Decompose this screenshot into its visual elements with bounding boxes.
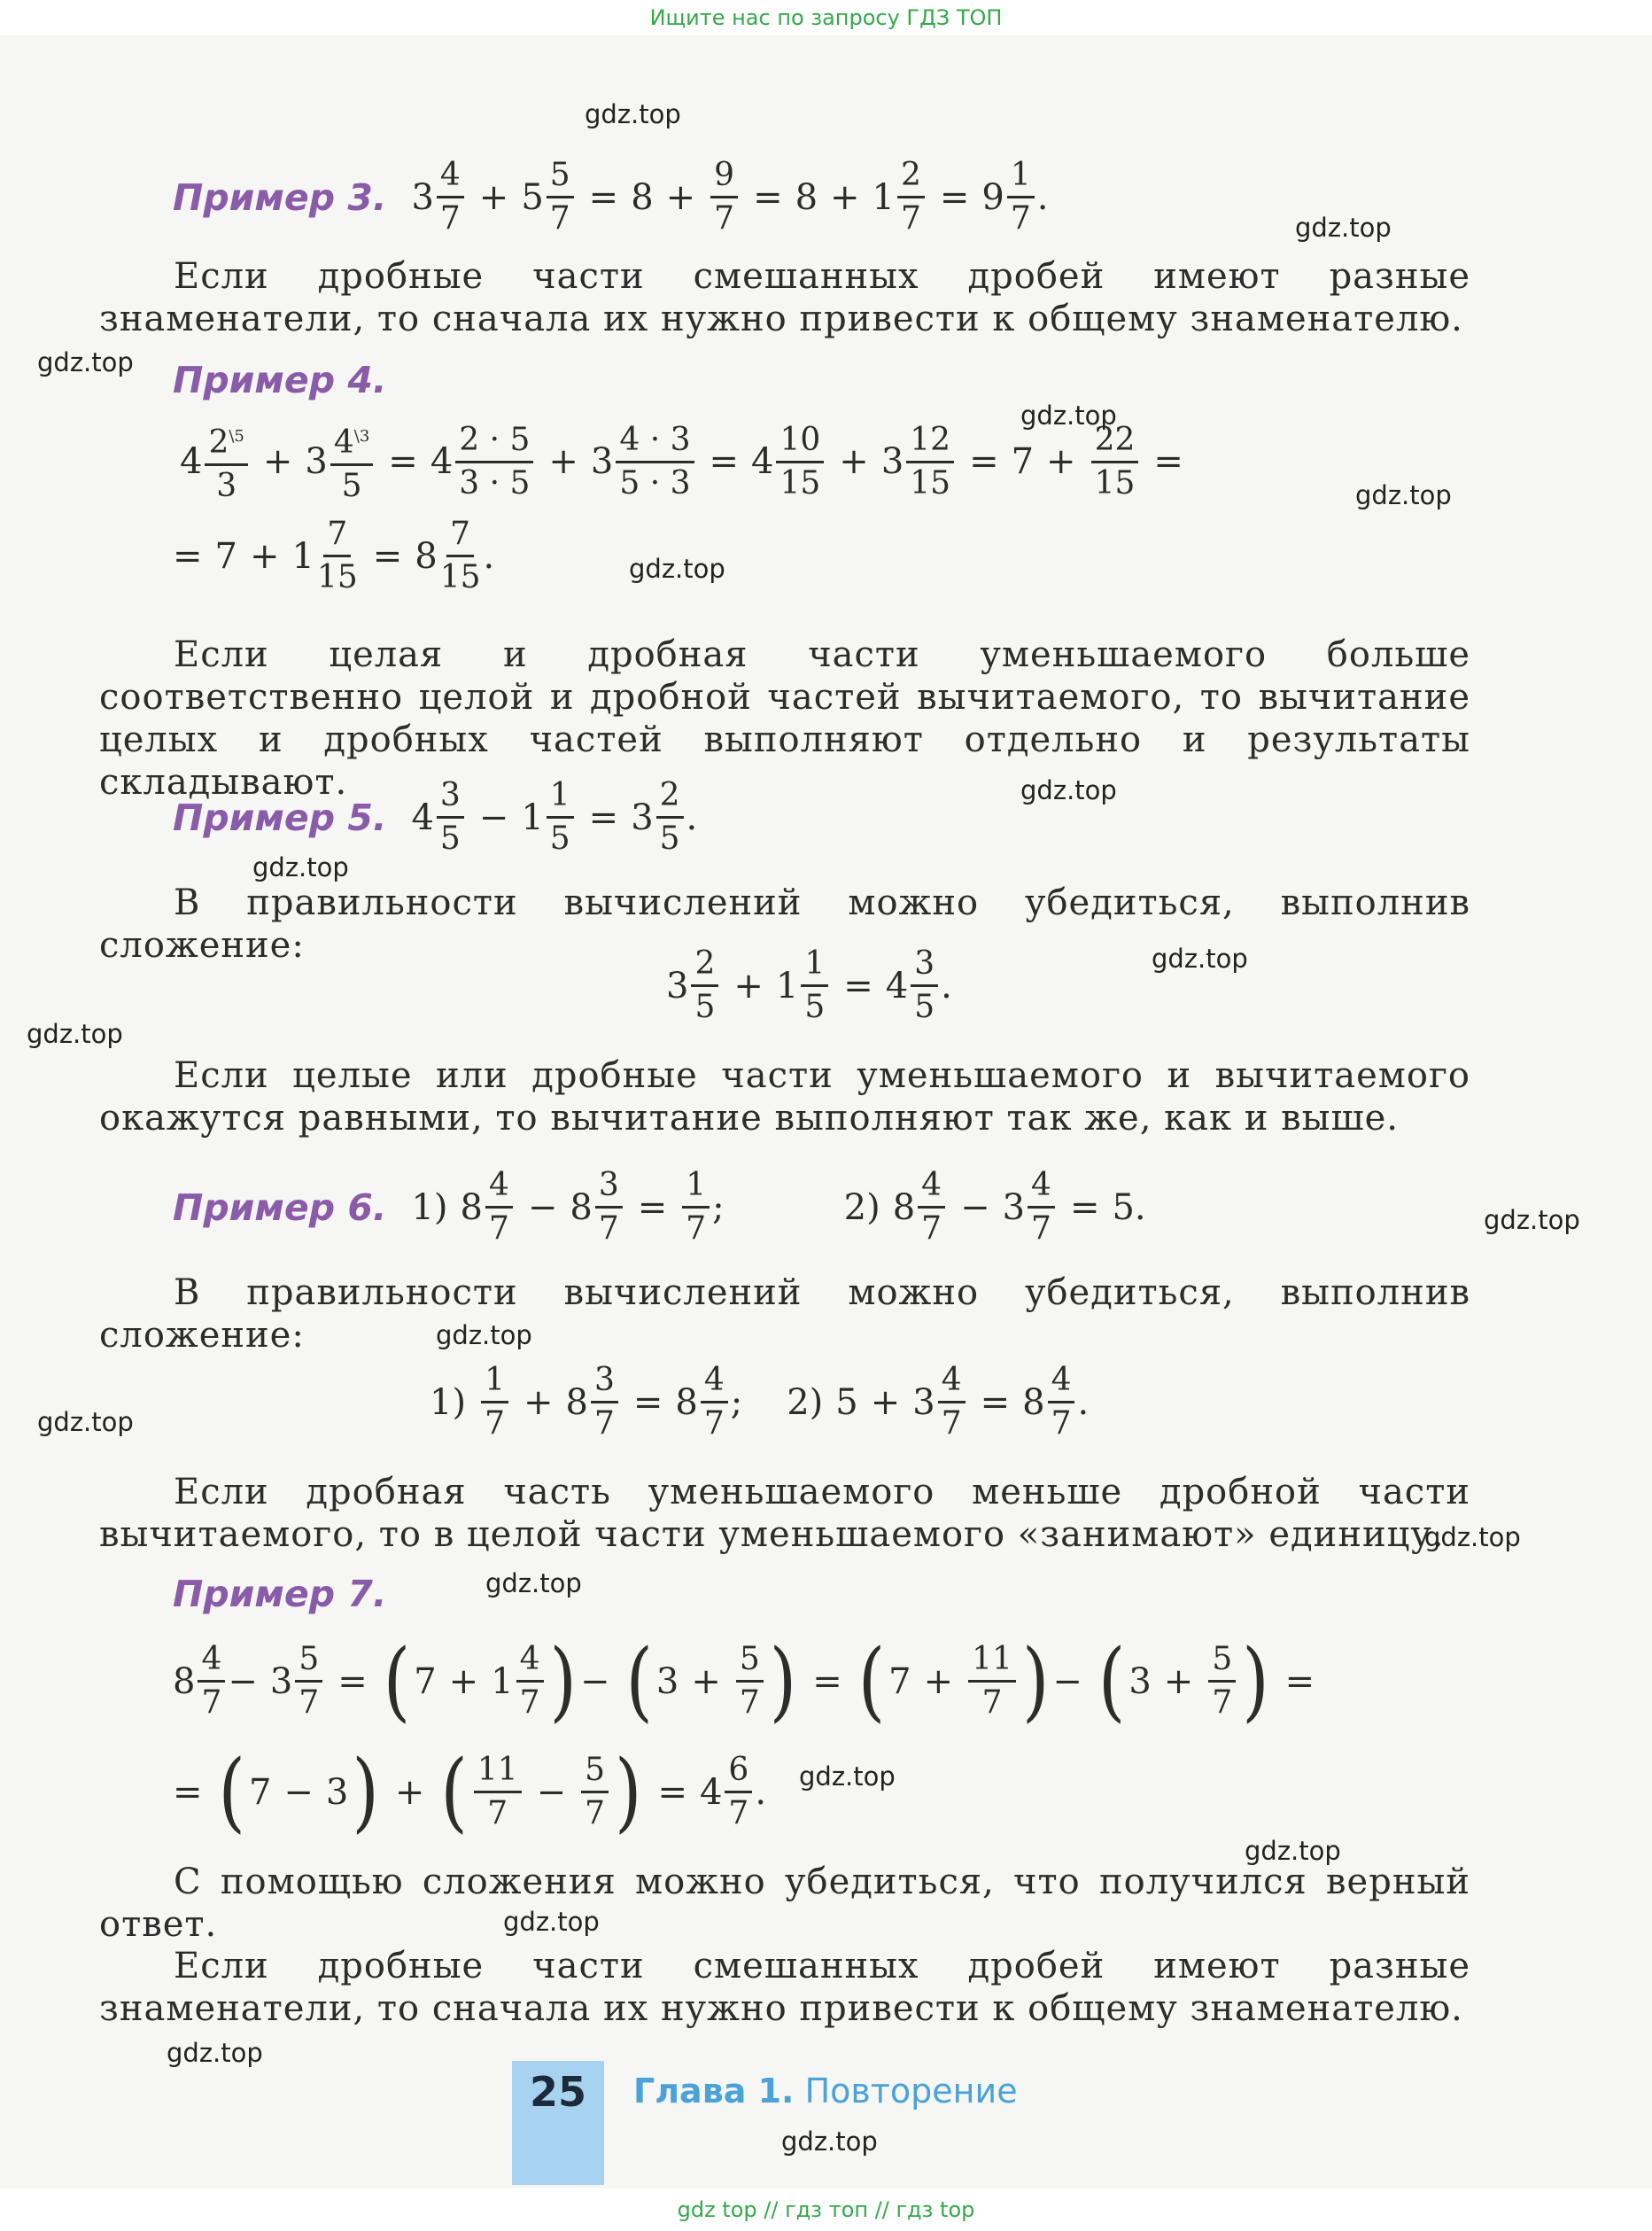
watermark: gdz.top <box>436 1320 532 1350</box>
watermark: gdz.top <box>1152 944 1248 974</box>
chapter-title <box>633 2072 1018 2111</box>
item-marker: 2) <box>843 1186 880 1228</box>
bottom-links[interactable]: gdz top // гдз топ // гдз top <box>0 2188 1652 2231</box>
check-sum-5: 3 $\frac{2}{5}$ + 1 $\frac{1}{5}$ = 4 $\frac{3}{5}$ . <box>666 945 952 1025</box>
paragraph: Если целые или дробные части уменьшаемого и вычитаемого окажутся равными, то вычитание выполняют так же, как и выше. <box>99 1055 1470 1139</box>
watermark: gdz.top <box>1020 775 1117 805</box>
top-search-hint[interactable]: Ищите нас по запросу ГДЗ ТОП <box>0 0 1652 35</box>
example-4-line-2: = 7 + 1 $\frac{7}{15}$ = 8 $\frac{7}{15}$ . <box>173 516 495 595</box>
watermark: gdz.top <box>585 99 681 129</box>
paragraph: Если целая и дробная части уменьшаемого больше соответственно целой и дробной частей вычитаемого, то вычитание целых и дробных частей выполняют отдельно и результаты складывают. <box>99 634 1470 803</box>
watermark: gdz.top <box>37 347 134 377</box>
watermark: gdz.top <box>1355 480 1452 510</box>
end-dot: . <box>1036 176 1049 218</box>
example-6: Пример 6. 1) 8 $\frac{4}{7}$ − 8 $\frac{3}{7}$ = $\frac{1}{7}$ ; 2) 8 $\frac{4}{7}$ − 3 $\frac{4}{7}$ = 5. <box>173 1167 1146 1247</box>
watermark: gdz.top <box>1020 400 1117 431</box>
watermark: gdz.top <box>167 2038 263 2068</box>
watermark: gdz.top <box>27 1019 123 1049</box>
example-label: Пример 3. <box>173 175 387 219</box>
page-number: 25 <box>529 2068 586 2116</box>
example-7-label <box>173 1573 411 1615</box>
example-label: Пример 6. <box>173 1185 387 1229</box>
watermark: gdz.top <box>1245 1836 1341 1866</box>
watermark: gdz.top <box>252 852 349 882</box>
watermark: gdz.top <box>485 1568 582 1598</box>
example-7-line-1: 8 $\frac{4}{7}$ − 3 $\frac{5}{7}$ = ( 7 + 1 $\frac{4}{7}$ ) − ( 3 + $\frac{5}{7}$ ) = ( 7 + $\frac{11}{7}$ ) − ( 3 + $\frac{5}{7}$ ) = <box>173 1631 1315 1731</box>
paragraph: В правильности вычислений можно убедиться, выполнив сложение: <box>99 1272 1470 1356</box>
watermark: gdz.top <box>1295 213 1392 243</box>
example-5: Пример 5. 4 $\frac{3}{5}$ − 1 $\frac{1}{5}$ = 3 $\frac{2}{5}$ . <box>173 777 698 857</box>
paragraph: В правильности вычислений можно убедиться, выполнив сложение: <box>99 882 1470 966</box>
paragraph: Если дробные части смешанных дробей имеют разные знаменатели, то сначала их нужно привести к общему знаменателю. <box>99 1946 1470 2029</box>
watermark: gdz.top <box>503 1907 600 1937</box>
watermark: gdz.top <box>799 1761 896 1792</box>
watermark: gdz.top <box>629 554 725 584</box>
check-sum-6: 1) $\frac{1}{7}$ + 8 $\frac{3}{7}$ = 8 $\frac{4}{7}$ ; 2) 5 + 3 $\frac{4}{7}$ = 8 $\frac{4}{7}$ . <box>430 1362 1090 1442</box>
chapter-name: Повторение <box>804 2072 1018 2111</box>
paragraph: Если дробные части смешанных дробей имеют разные знаменатели, то сначала их нужно привести к общему знаменателю. <box>99 256 1470 339</box>
example-label: Пример 5. <box>173 796 387 839</box>
watermark: gdz.top <box>781 2126 878 2157</box>
example-4-label <box>173 359 411 401</box>
item-marker: 1) <box>430 1381 467 1423</box>
paragraph: С помощью сложения можно убедиться, что получился верный ответ. <box>99 1862 1470 1945</box>
watermark: gdz.top <box>1424 1522 1521 1552</box>
watermark: gdz.top <box>1484 1205 1580 1235</box>
chapter-label: Глава 1. <box>633 2072 795 2111</box>
example-label: Пример 7. <box>173 1573 387 1615</box>
item-marker: 2) <box>787 1381 824 1423</box>
watermark: gdz.top <box>37 1407 134 1437</box>
example-7-line-2: = ( 7 − 3 ) + ( $\frac{11}{7}$ − $\frac{5}{7}$ ) = 4 $\frac{6}{7}$ . <box>173 1742 767 1842</box>
example-3: Пример 3. 3 $\frac{4}{7}$ + 5 $\frac{5}{7}$ = 8 + $\frac{9}{7}$ = 8 + 1 $\frac{2}{7}$ = 9 $\frac{1}{7}$ . <box>173 157 1049 237</box>
example-label: Пример 4. <box>173 359 387 401</box>
example-4-line-1: 4 $\frac{2^{\backslash 5}}{3}$ + 3 $\frac{4^{\backslash 3}}{5}$ = 4 $\frac{2 \cdot 5}{3 \cdot 5}$ + 3 $\frac{4 \cdot 3}{5 \cdot 3}$ = 4 $\frac{10}{15}$ + 3 $\frac{12}{15}$ = 7 + $\frac{22}{15}$ = <box>180 416 1183 507</box>
paragraph: Если дробная часть уменьшаемого меньше дробной части вычитаемого, то в целой части уменьшаемого «занимают» единицу. <box>99 1472 1470 1555</box>
item-marker: 1) <box>411 1186 448 1228</box>
